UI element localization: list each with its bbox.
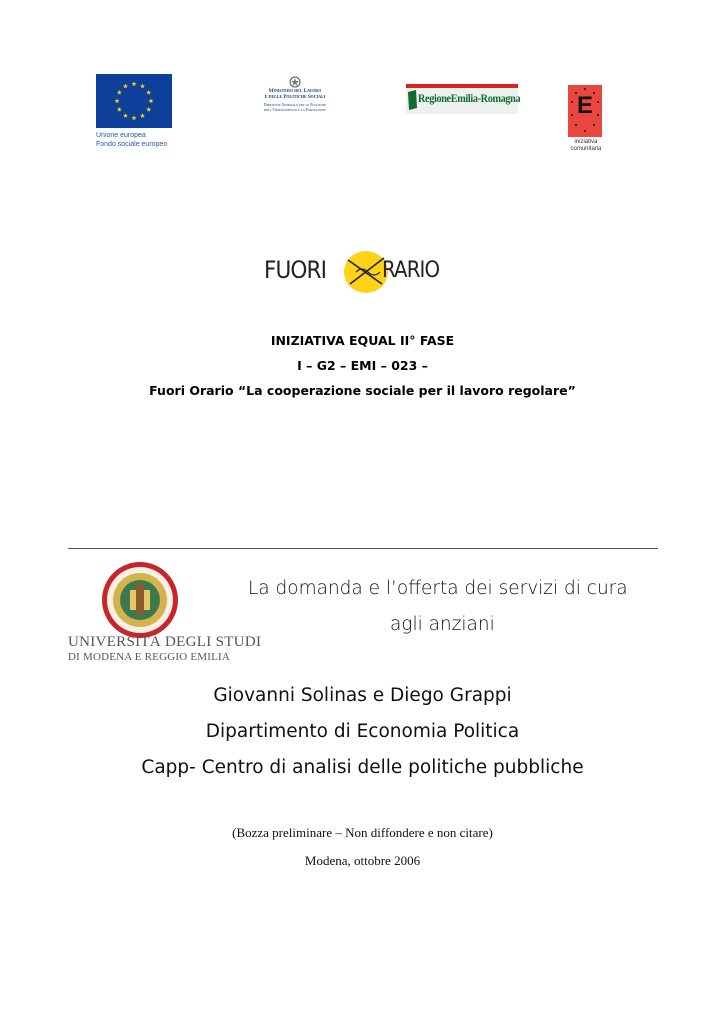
- ministero-logo: [255, 76, 335, 120]
- university-name-line2: DI MODENA E REGGIO EMILIA: [68, 651, 231, 663]
- document-title-line1: La domanda e l’offerta dei servizi di cura: [248, 578, 628, 599]
- eu-flag-logo: [96, 74, 172, 128]
- university-name-line1: UNIVERSITÀ DEGLI STUDI: [68, 634, 262, 650]
- eu-star-icon: [123, 113, 128, 118]
- fuori-text: FUORI: [264, 256, 327, 284]
- ministero-line4: per l'Orientamento e la Formazione: [263, 107, 327, 112]
- eu-star-icon: [115, 98, 120, 103]
- eu-star-icon: [149, 98, 154, 103]
- iniziativa-caption-line1: iniziativa: [574, 139, 598, 145]
- ministero-line3: Direzione Generale per le Politiche: [263, 102, 327, 107]
- document-title-line2: agli anziani: [390, 614, 495, 635]
- eu-star-icon: [117, 107, 122, 112]
- orario-text: RARIO: [382, 258, 440, 283]
- fuori-orario-logo: [262, 246, 458, 298]
- eu-caption-line1: Unione europea: [96, 132, 146, 139]
- place-date: Modena, ottobre 2006: [304, 853, 421, 868]
- initiative-title: INIZIATIVA EQUAL II° FASE: [270, 333, 455, 348]
- ministero-line1: Ministero del Lavoro: [268, 89, 322, 94]
- research-centre: Capp- Centro di analisi delle politiche pubbliche: [141, 757, 584, 778]
- regione-text: RegioneEmilia-Romagna: [418, 91, 521, 105]
- eu-star-icon: [140, 84, 145, 89]
- eu-stars-icon: [96, 74, 172, 128]
- project-code: I – G2 – EMI – 023 –: [297, 358, 428, 373]
- eu-star-icon: [140, 113, 145, 118]
- eu-star-icon: [132, 81, 137, 86]
- eu-star-icon: [132, 115, 137, 120]
- ministero-line2: e delle Politiche Sociali: [264, 95, 326, 100]
- eu-star-icon: [146, 90, 151, 95]
- university-seal-logo: [100, 560, 180, 640]
- eu-star-icon: [146, 107, 151, 112]
- iniziativa-letter: E: [576, 92, 593, 119]
- iniziativa-caption-line2: comunitaria: [570, 146, 602, 152]
- department: Dipartimento di Economia Politica: [205, 721, 520, 742]
- project-subtitle: Fuori Orario “La cooperazione sociale per il lavoro regolare”: [149, 383, 576, 398]
- eu-caption-line2: Fondo sociale europeo: [96, 141, 168, 148]
- eu-star-icon: [117, 90, 122, 95]
- eu-star-icon: [123, 84, 128, 89]
- university-seal-icon: [100, 560, 180, 640]
- italian-emblem-icon: [289, 76, 301, 88]
- horizontal-divider: [68, 548, 658, 549]
- draft-notice: (Bozza preliminare – Non diffondere e non citare): [232, 825, 493, 840]
- authors: Giovanni Solinas e Diego Grappi: [213, 685, 512, 706]
